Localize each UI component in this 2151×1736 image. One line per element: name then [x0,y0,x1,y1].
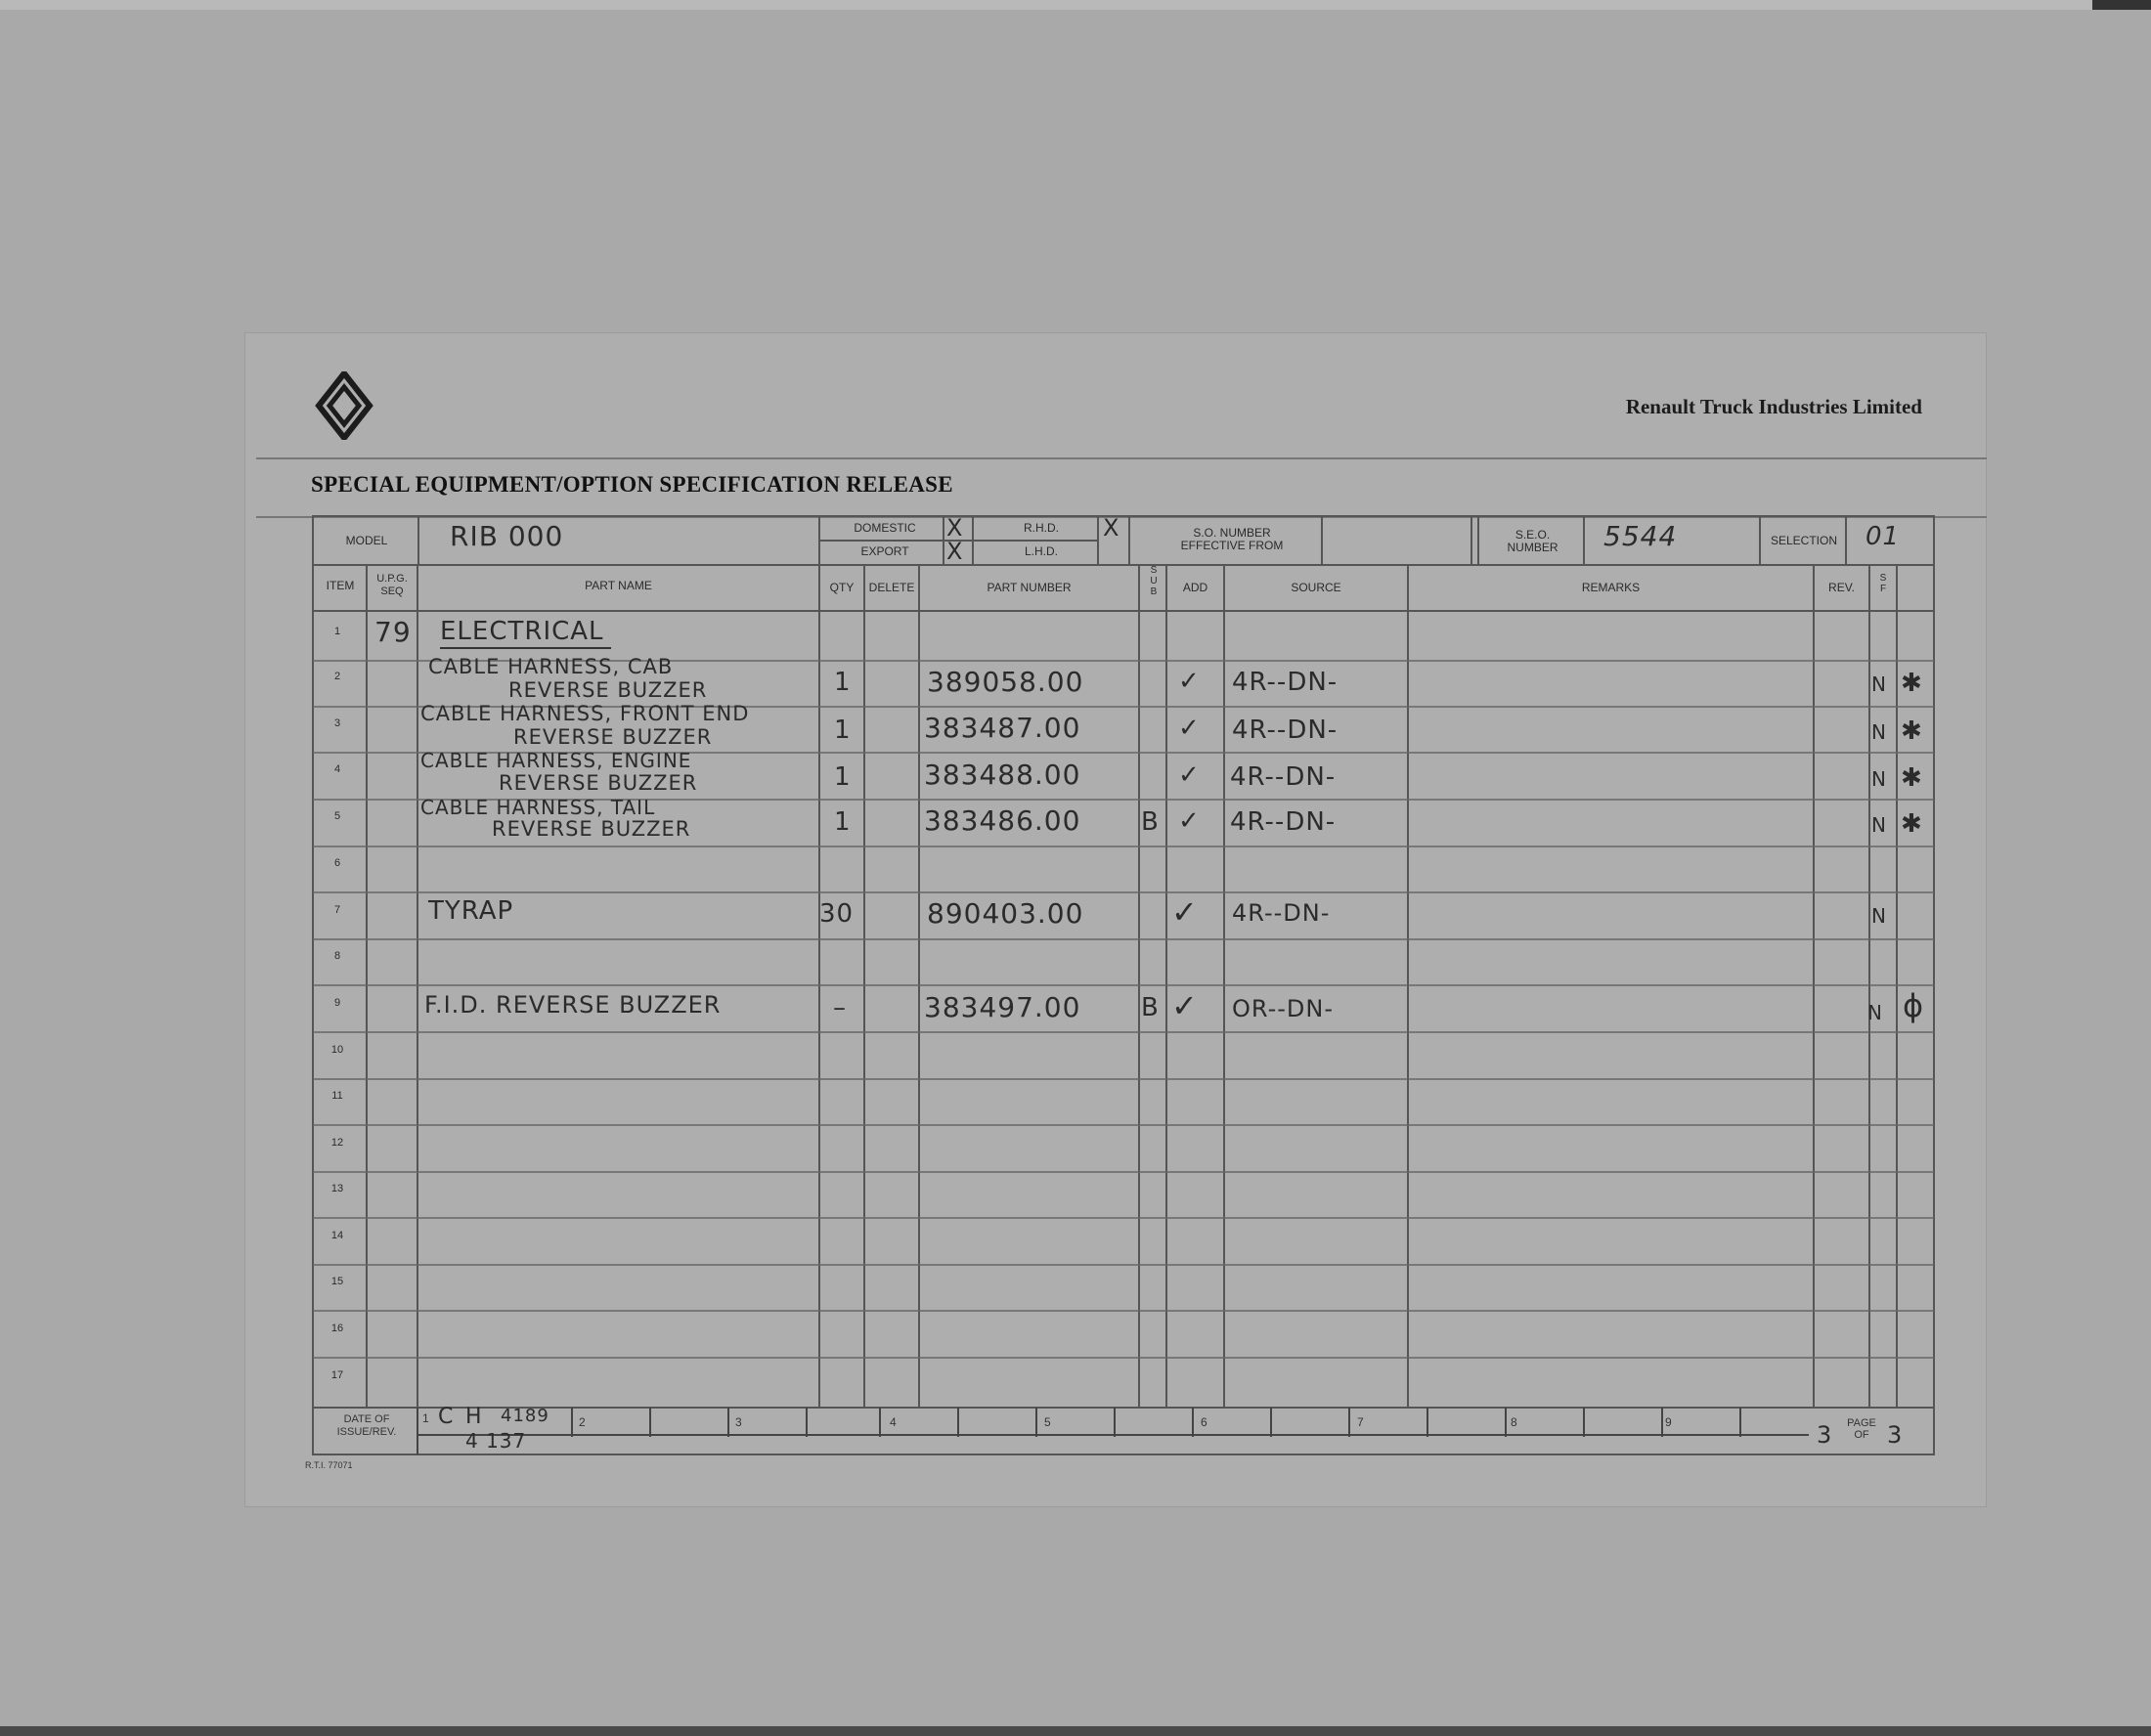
export-label: EXPORT [860,544,909,558]
item-number: 9 [333,997,341,1009]
issue-slot-8: 8 [1511,1415,1517,1429]
part-name[interactable]: F.I.D. REVERSE BUZZER [424,991,722,1019]
col-remarks: REMARKS [1581,581,1641,594]
qty-value[interactable]: – [833,993,847,1022]
s-value[interactable]: N [1871,904,1887,928]
part-name-line-2[interactable]: REVERSE BUZZER [513,725,713,749]
form-code: R.T.I. 77071 [305,1460,353,1470]
seo-number-label: NUMBER [1507,541,1558,554]
part-name[interactable]: CABLE HARNESS, ENGINE [420,749,692,772]
add-check-icon[interactable]: ✓ [1178,667,1200,696]
seo-number-value[interactable]: 5544 [1603,520,1678,552]
col-seq: SEQ [380,586,404,597]
part-name[interactable]: CABLE HARNESS, CAB [428,655,674,678]
col-delete: DELETE [868,581,915,594]
form-title: SPECIAL EQUIPMENT/OPTION SPECIFICATION RELEASE [311,472,953,497]
qty-value[interactable]: 30 [819,899,855,929]
issue-entry-number-2[interactable]: 4 137 [465,1429,527,1453]
col-sub: S U B [1150,565,1158,597]
item-number: 17 [330,1369,344,1381]
item-number: 2 [333,671,341,682]
col-item: ITEM [326,579,355,592]
issue-slot-5: 5 [1044,1415,1051,1429]
issue-slot-3: 3 [735,1415,742,1429]
item-number: 14 [330,1230,344,1241]
col-part-name: PART NAME [585,579,652,592]
add-check-icon[interactable]: ✓ [1171,987,1198,1024]
issue-slot-4: 4 [890,1415,897,1429]
part-name-line-2[interactable]: REVERSE BUZZER [508,678,708,702]
issue-slot-1: 1 [422,1411,429,1425]
add-check-icon[interactable]: ✓ [1178,714,1200,743]
lhd-label: L.H.D. [1024,544,1058,558]
page-total-value[interactable]: 3 [1887,1421,1904,1449]
phi-icon[interactable]: ϕ [1903,987,1924,1024]
seo-label: S.E.O. [1514,528,1551,542]
issue-slot-7: 7 [1357,1415,1364,1429]
date-of-label: DATE OF [343,1413,390,1425]
part-number-value[interactable]: 890403.00 [927,897,1084,930]
item-number: 3 [333,717,341,729]
part-name[interactable]: TYRAP [428,896,514,926]
part-number-value[interactable]: 383487.00 [924,712,1081,744]
part-number-value[interactable]: 383497.00 [924,991,1081,1023]
issue-slot-6: 6 [1201,1415,1207,1429]
source-value[interactable]: 4R--DN- [1232,899,1331,927]
asterisk-icon[interactable]: ✱ [1901,716,1922,746]
so-number-label: S.O. NUMBER [1193,526,1271,540]
rhd-checkbox[interactable]: X [1103,514,1119,542]
part-number-value[interactable]: 383486.00 [924,804,1081,837]
part-name-line-2[interactable]: REVERSE BUZZER [492,817,691,841]
item-number: 16 [330,1323,344,1334]
source-value[interactable]: 4R--DN- [1230,762,1337,792]
item-number: 1 [333,626,341,637]
col-part-number: PART NUMBER [987,581,1072,594]
item-number: 12 [330,1137,344,1149]
s-value[interactable]: N [1867,1001,1883,1024]
item-number: 13 [330,1183,344,1194]
model-label: MODEL [345,534,388,547]
domestic-label: DOMESTIC [854,521,916,535]
source-value[interactable]: 4R--DN- [1232,668,1339,697]
upg-seq-value[interactable]: 79 [374,616,412,648]
issue-slot-2: 2 [579,1415,586,1429]
part-number-value[interactable]: 383488.00 [924,759,1081,791]
add-check-icon[interactable]: ✓ [1171,893,1198,931]
selection-label: SELECTION [1770,534,1837,547]
part-name[interactable]: ELECTRICAL [440,617,604,646]
rhd-label: R.H.D. [1024,521,1059,535]
source-value[interactable]: OR--DN- [1232,995,1335,1022]
issue-slot-9: 9 [1665,1415,1672,1429]
export-checkbox[interactable]: X [946,538,963,565]
part-name[interactable]: CABLE HARNESS, TAIL [420,796,656,819]
selection-value[interactable]: 01 [1866,522,1901,551]
item-number: 6 [333,857,341,869]
s-value[interactable]: N [1871,720,1887,744]
item-number: 5 [333,810,341,822]
s-value[interactable]: N [1871,673,1887,696]
col-upg: U.P.G. [376,573,408,585]
source-value[interactable]: 4R--DN- [1232,716,1339,745]
issue-entry-letter-c[interactable]: C [438,1405,455,1429]
qty-value[interactable]: 1 [834,807,852,837]
page-label: PAGE [1847,1417,1876,1429]
qty-value[interactable]: 1 [834,762,852,792]
part-name[interactable]: CABLE HARNESS, FRONT END [420,702,750,725]
company-name: Renault Truck Industries Limited [1625,395,1922,418]
page-number-value[interactable]: 3 [1817,1421,1833,1449]
part-name-line-2[interactable]: REVERSE BUZZER [499,771,698,795]
add-check-icon[interactable]: ✓ [1178,806,1200,836]
effective-from-label: EFFECTIVE FROM [1180,539,1284,552]
part-number-value[interactable]: 389058.00 [927,666,1084,698]
add-check-icon[interactable]: ✓ [1178,760,1200,790]
page-of-label: OF [1854,1429,1869,1441]
col-add: ADD [1182,581,1208,594]
issue-rev-label: ISSUE/REV. [336,1426,397,1438]
sub-value[interactable]: B [1141,993,1160,1022]
col-source: SOURCE [1291,581,1341,594]
s-value[interactable]: N [1871,813,1887,837]
domestic-checkbox[interactable]: X [946,514,963,542]
model-value[interactable]: RIB 000 [450,520,564,552]
item-number: 11 [331,1090,343,1102]
item-number: 10 [330,1044,344,1056]
item-number: 8 [333,950,341,962]
asterisk-icon[interactable]: ✱ [1901,763,1922,793]
item-number: 7 [333,904,341,916]
asterisk-icon[interactable]: ✱ [1901,809,1922,839]
qty-value[interactable]: 1 [834,668,852,697]
col-sf: S F [1879,573,1887,594]
issue-entry-number[interactable]: 4189 [501,1406,549,1426]
asterisk-icon[interactable]: ✱ [1901,669,1922,698]
issue-entry-letter-h[interactable]: H [465,1405,483,1429]
item-number: 15 [330,1276,344,1287]
col-qty: QTY [829,581,855,594]
col-rev: REV. [1828,581,1855,594]
s-value[interactable]: N [1871,767,1887,791]
qty-value[interactable]: 1 [834,716,852,745]
source-value[interactable]: 4R--DN- [1230,807,1337,837]
item-number: 4 [333,763,341,775]
sub-value[interactable]: B [1141,807,1160,837]
